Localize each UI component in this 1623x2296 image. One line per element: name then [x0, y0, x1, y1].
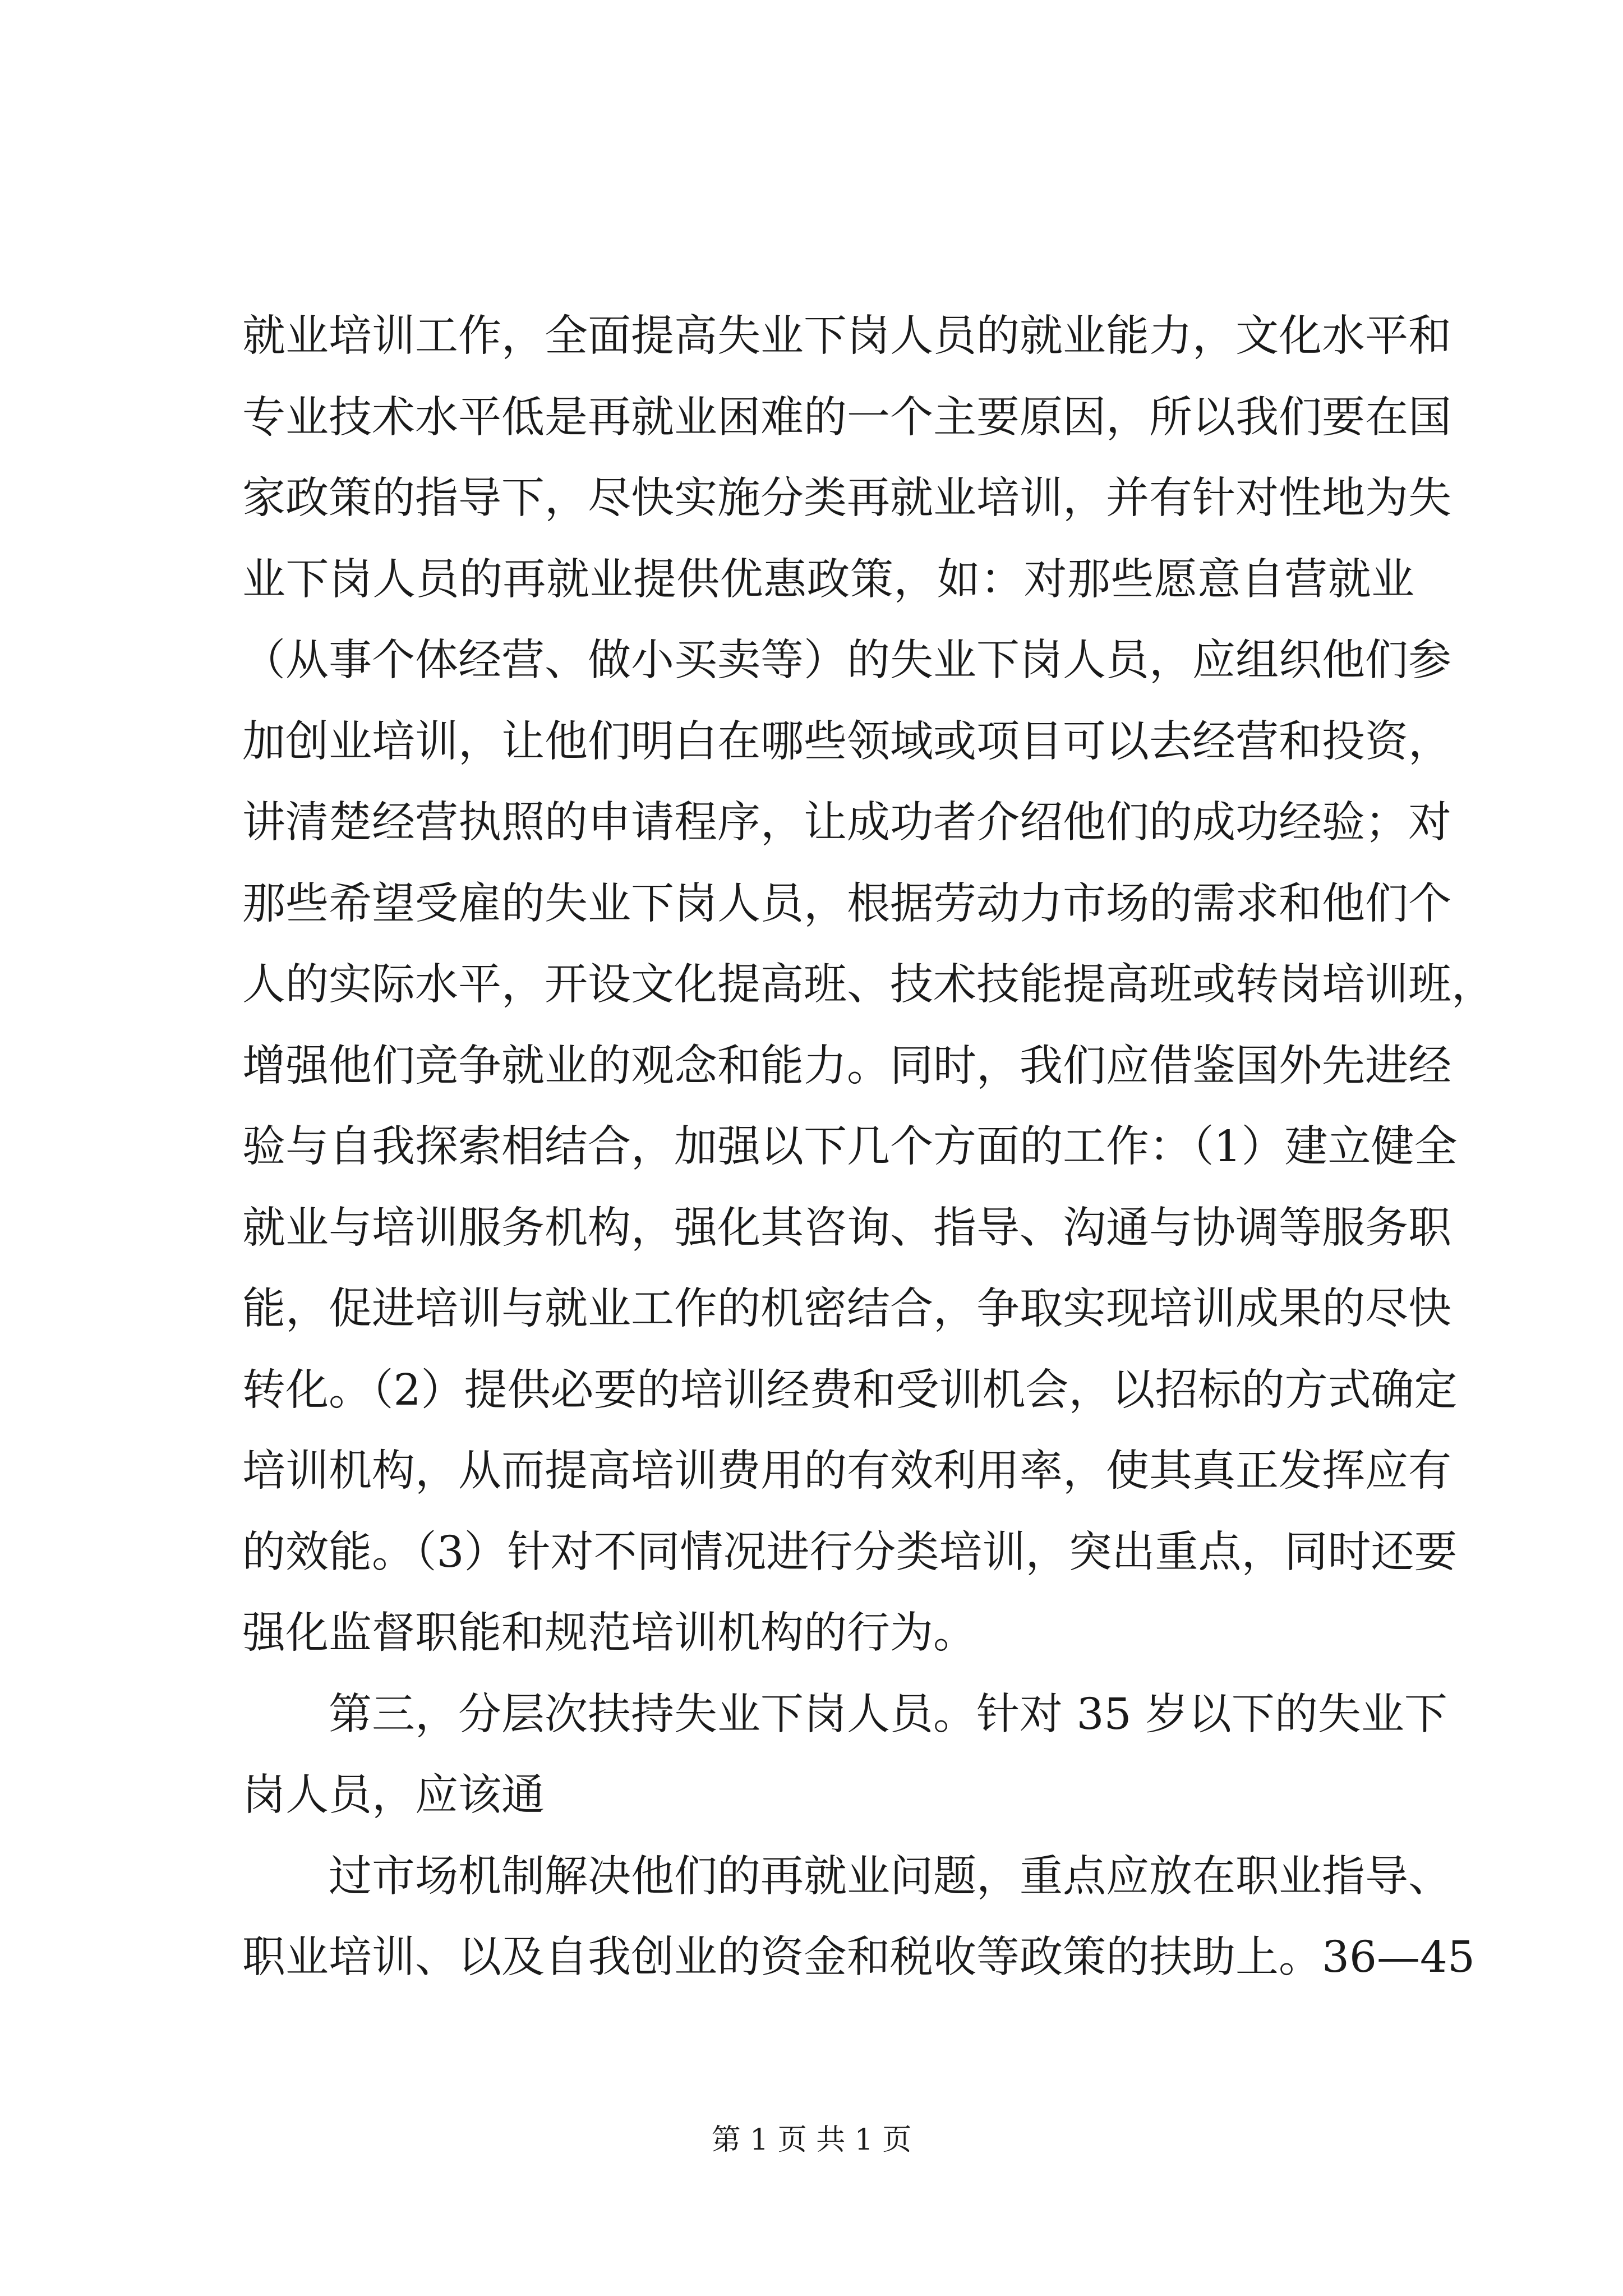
text-line: 培训机构，从而提高培训费用的有效利用率，使其真正发挥应有 — [242, 1446, 1451, 1496]
text-line: 能，促进培训与就业工作的机密结合，争取实现培训成果的尽快 — [242, 1284, 1451, 1334]
text-line: 家政策的指导下，尽快实施分类再就业培训，并有针对性地为失 — [242, 473, 1451, 523]
text-line: 人的实际水平，开设文化提高班、技术技能提高班或转岗培训班， — [242, 960, 1495, 1010]
text-line: 岗人员，应该通 — [242, 1770, 545, 1820]
text-line: 第三，分层次扶持失业下岗人员。针对 35 岁以下的失业下 — [329, 1689, 1447, 1740]
text-line: 强化监督职能和规范培训机构的行为。 — [242, 1608, 976, 1658]
text-line: 增强他们竞争就业的观念和能力。同时，我们应借鉴国外先进经 — [242, 1041, 1451, 1091]
text-line: 就业培训工作，全面提高失业下岗人员的就业能力，文化水平和 — [242, 311, 1451, 361]
text-line: 转化。（2）提供必要的培训经费和受训机会，以招标的方式确定 — [242, 1365, 1458, 1415]
text-line: 验与自我探索相结合，加强以下几个方面的工作：（1）建立健全 — [242, 1122, 1458, 1172]
page-footer: 第 1 页 共 1 页 — [711, 2123, 912, 2157]
text-line: 职业培训、以及自我创业的资金和税收等政策的扶助上。36—45 — [242, 1932, 1475, 1982]
text-line: 就业与培训服务机构，强化其咨询、指导、沟通与协调等服务职 — [242, 1203, 1451, 1253]
body-text — [242, 296, 1495, 1999]
text-line: 那些希望受雇的失业下岗人员，根据劳动力市场的需求和他们个 — [242, 878, 1451, 929]
text-line: 业下岗人员的再就业提供优惠政策，如：对那些愿意自营就业 — [242, 554, 1414, 605]
text-line: 过市场机制解决他们的再就业问题，重点应放在职业指导、 — [329, 1851, 1451, 1902]
text-line: （从事个体经营、做小买卖等）的失业下岗人员，应组织他们参 — [242, 636, 1451, 685]
text-line: 专业技术水平低是再就业困难的一个主要原因，所以我们要在国 — [242, 392, 1451, 443]
text-line: 的效能。（3）针对不同情况进行分类培训，突出重点，同时还要 — [242, 1527, 1458, 1577]
text-line: 加创业培训，让他们明白在哪些领域或项目可以去经营和投资， — [242, 716, 1451, 767]
text-line: 讲清楚经营执照的申请程序，让成功者介绍他们的成功经验；对 — [242, 798, 1451, 848]
